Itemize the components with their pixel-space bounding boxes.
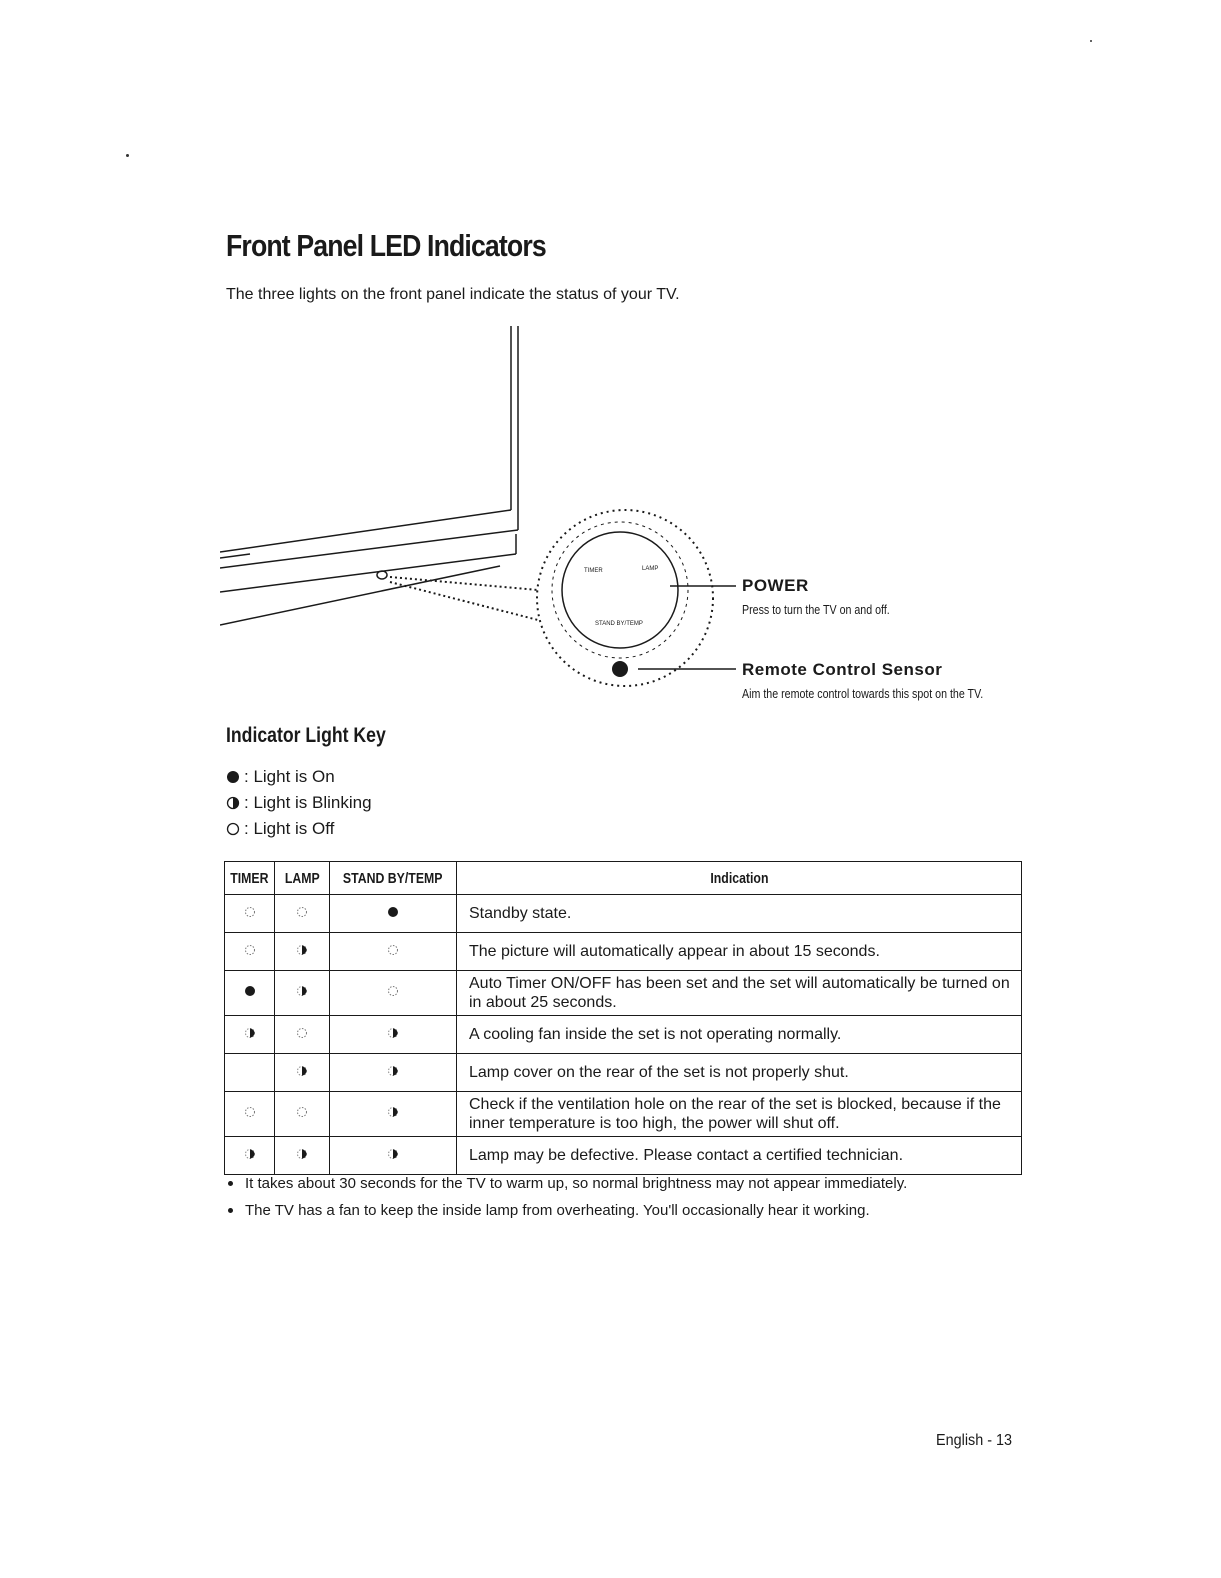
table-row — [225, 971, 1022, 1016]
panel-ring-dashed — [552, 522, 688, 658]
table-row — [225, 933, 1022, 971]
cell-lamp — [275, 1016, 330, 1054]
header-standby: STAND BY/TEMP — [330, 862, 457, 895]
page-title: Front Panel LED Indicators — [226, 228, 546, 263]
light-off-icon — [296, 905, 308, 922]
light-off-icon — [244, 1105, 256, 1122]
light-blinking-icon — [244, 1147, 256, 1164]
key-item-label: : Light is Blinking — [244, 793, 372, 812]
magnifier-circle — [537, 510, 713, 686]
notes-list — [226, 1170, 907, 1224]
light-off-icon — [226, 822, 240, 836]
leader-lines — [390, 577, 538, 620]
cell-indication: Lamp cover on the rear of the set is not properly shut. — [457, 1054, 1022, 1092]
panel-label-timer: TIMER — [584, 568, 603, 574]
cell-standby — [330, 1016, 457, 1054]
light-off-icon — [296, 1105, 308, 1122]
key-item-label: : Light is Off — [244, 819, 335, 838]
light-blinking-icon — [387, 1147, 399, 1164]
power-callout-desc: Press to turn the TV on and off. — [742, 602, 890, 617]
panel-led-icon — [377, 571, 387, 579]
cell-indication: Lamp may be defective. Please contact a certified technician. — [457, 1137, 1022, 1175]
cell-timer — [225, 1054, 275, 1092]
tv-outline — [220, 326, 518, 625]
cell-timer — [225, 933, 275, 971]
key-item-label: : Light is On — [244, 767, 335, 786]
page-number: English - 13 — [936, 1432, 1013, 1449]
power-button-ring — [562, 532, 678, 648]
light-blinking-icon — [244, 1026, 256, 1043]
cell-indication: Standby state. — [457, 895, 1022, 933]
cell-standby — [330, 933, 457, 971]
power-callout-title: POWER — [742, 576, 809, 595]
cell-indication: Check if the ventilation hole on the rear of the set is blocked, because if the inner temperature is too high, the power will shut off. — [457, 1092, 1022, 1137]
cell-timer — [225, 895, 275, 933]
front-panel-figure — [220, 320, 1040, 710]
panel-label-standby: STAND BY/TEMP — [595, 621, 643, 627]
panel-label-lamp: LAMP — [642, 566, 659, 572]
light-blinking-icon — [226, 796, 240, 810]
note-text: It takes about 30 seconds for the TV to warm up, so normal brightness may not appear immediately. — [245, 1175, 908, 1192]
intro-text: The three lights on the front panel indicate the status of your TV. — [226, 286, 680, 303]
light-blinking-icon — [296, 984, 308, 1001]
cell-lamp — [275, 1054, 330, 1092]
note-item — [226, 1197, 907, 1224]
tv-front-panel-illustration — [220, 320, 1040, 710]
led-indicator-table — [224, 861, 1022, 1175]
light-off-icon — [244, 905, 256, 922]
cell-standby — [330, 1092, 457, 1137]
cell-standby — [330, 895, 457, 933]
header-timer: TIMER — [225, 862, 275, 895]
bullet-icon — [228, 1181, 233, 1186]
bullet-icon — [228, 1208, 233, 1213]
note-item — [226, 1170, 907, 1197]
cell-timer — [225, 1137, 275, 1175]
light-blinking-icon — [296, 943, 308, 960]
cell-lamp — [275, 933, 330, 971]
sensor-callout-desc: Aim the remote control towards this spot on the TV. — [742, 686, 984, 701]
table-row — [225, 1092, 1022, 1137]
light-off-icon — [296, 1026, 308, 1043]
cell-standby — [330, 971, 457, 1016]
cell-timer — [225, 1016, 275, 1054]
light-off-icon — [387, 943, 399, 960]
cell-timer — [225, 1092, 275, 1137]
light-off-icon — [387, 984, 399, 1001]
key-item-off — [226, 816, 372, 842]
header-indication: Indication — [457, 862, 1022, 895]
light-on-icon — [244, 984, 256, 1001]
light-blinking-icon — [296, 1147, 308, 1164]
cell-indication: Auto Timer ON/OFF has been set and the set will automatically be turned on in about 25 seconds. — [457, 971, 1022, 1016]
cell-lamp — [275, 1137, 330, 1175]
header-lamp: LAMP — [275, 862, 330, 895]
table-row — [225, 1016, 1022, 1054]
light-on-icon — [226, 770, 240, 784]
light-blinking-icon — [387, 1064, 399, 1081]
key-item-on — [226, 764, 372, 790]
scan-speck — [126, 154, 129, 157]
cell-standby — [330, 1137, 457, 1175]
scan-speck — [1090, 40, 1092, 42]
light-blinking-icon — [296, 1064, 308, 1081]
cell-lamp — [275, 1092, 330, 1137]
table-header-row — [225, 862, 1022, 895]
table-row — [225, 895, 1022, 933]
table-row — [225, 1137, 1022, 1175]
light-blinking-icon — [387, 1026, 399, 1043]
table-row — [225, 1054, 1022, 1092]
key-item-blinking — [226, 790, 372, 816]
note-text: The TV has a fan to keep the inside lamp from overheating. You'll occasionally hear it working. — [245, 1202, 870, 1219]
cell-indication: A cooling fan inside the set is not operating normally. — [457, 1016, 1022, 1054]
indicator-key-heading: Indicator Light Key — [226, 724, 386, 747]
cell-timer — [225, 971, 275, 1016]
light-off-icon — [244, 943, 256, 960]
cell-indication: The picture will automatically appear in about 15 seconds. — [457, 933, 1022, 971]
indicator-key-list — [226, 764, 372, 842]
cell-lamp — [275, 971, 330, 1016]
sensor-callout-title: Remote Control Sensor — [742, 660, 943, 679]
cell-lamp — [275, 895, 330, 933]
cell-standby — [330, 1054, 457, 1092]
light-on-icon — [387, 905, 399, 922]
light-blinking-icon — [387, 1105, 399, 1122]
remote-sensor-icon — [612, 661, 628, 677]
